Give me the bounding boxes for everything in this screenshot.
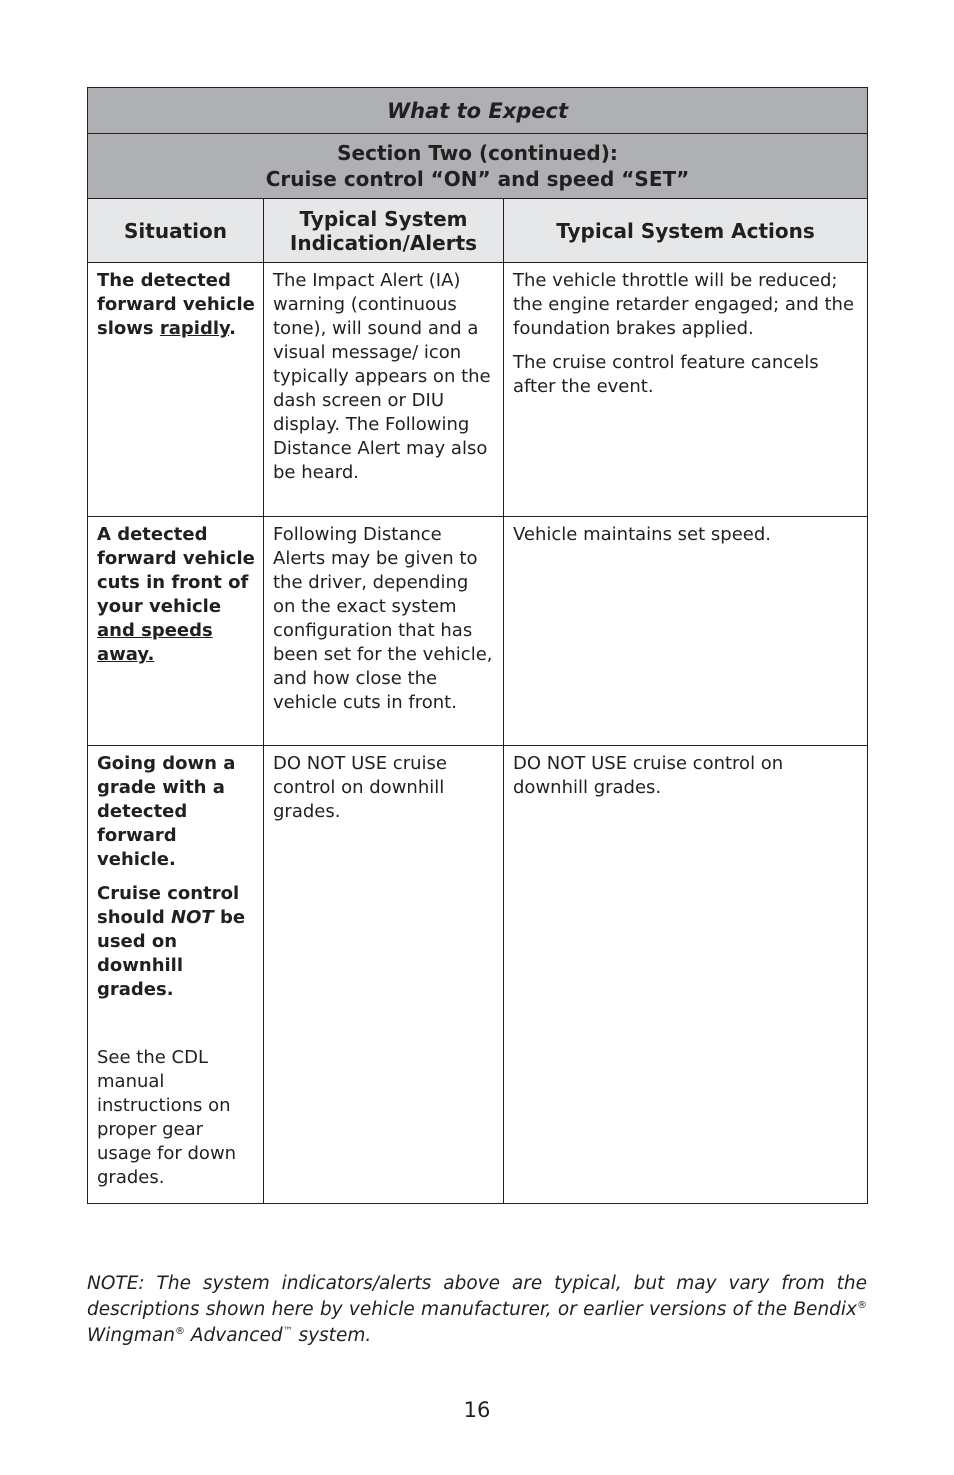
- column-header-indication: [264, 199, 504, 263]
- situation-cell: [88, 263, 264, 517]
- table-row: [88, 517, 868, 746]
- actions-cell: DO NOT USE cruise control on downhill grades.: [504, 746, 868, 1204]
- page-number: 16: [463, 1398, 491, 1422]
- actions-paragraph: The vehicle throttle will be reduced; the engine retarder engaged; and the foundation brakes applied.: [513, 270, 855, 339]
- footnote-text: Wingman: [87, 1325, 175, 1346]
- registered-mark: ®: [857, 1299, 867, 1311]
- situation-cell: [88, 746, 264, 1204]
- footnote: [87, 1271, 867, 1349]
- section-heading: [88, 134, 868, 199]
- situation-text: A detected forward vehicle cuts in front of your vehicle: [97, 524, 255, 617]
- indication-cell: Following Distance Alerts may be given to the driver, depending on the exact system configuration that has been set for the vehicle, and how close the vehicle cuts in front.: [264, 517, 504, 746]
- indication-cell: The Impact Alert (IA) warning (continuous tone), will sound and a visual message/ icon typically appears on the dash screen or DIU display. The Following Distance Alert may also be heard.: [264, 263, 504, 517]
- actions-paragraph: The cruise control feature cancels after the event.: [513, 352, 819, 397]
- table-row: [88, 746, 868, 1204]
- indication-cell: DO NOT USE cruise control on downhill grades.: [264, 746, 504, 1204]
- section-heading-line1: Section Two (continued):: [337, 141, 618, 165]
- situation-emphasis: rapidly: [159, 318, 230, 339]
- situation-paragraph: Going down a grade with a detected forward vehicle.: [97, 753, 236, 870]
- trademark: ™: [282, 1325, 293, 1337]
- situation-reference: See the CDL manual instructions on proper gear usage for down grades.: [97, 1047, 237, 1188]
- column-header-indication-line2: Indication/Alerts: [289, 230, 478, 255]
- footnote-text: system.: [292, 1325, 372, 1346]
- situation-text: The detected forward vehicle slows: [97, 270, 255, 339]
- actions-cell: [504, 263, 868, 517]
- actions-cell: Vehicle maintains set speed.: [504, 517, 868, 746]
- table-row: [88, 263, 868, 517]
- column-header-situation: Situation: [88, 199, 264, 263]
- situation-warning-emphasis: NOT: [171, 907, 214, 928]
- situation-warning: [97, 882, 255, 1002]
- registered-mark: ®: [174, 1325, 185, 1337]
- column-header-actions: Typical System Actions: [504, 199, 868, 263]
- column-header-indication-line1: Typical System: [299, 206, 468, 231]
- situation-emphasis: and speeds away.: [97, 620, 213, 665]
- situation-tail: .: [229, 318, 236, 339]
- situation-cell: [88, 517, 264, 746]
- footnote-text: NOTE: The system indicators/alerts above are typical, but may vary from the descriptions shown here by vehicle manufacturer, or earlier versions of the Bendix: [87, 1273, 867, 1320]
- what-to-expect-table: [87, 87, 868, 1204]
- section-heading-line2: Cruise control “ON” and speed “SET”: [265, 167, 690, 191]
- situation-warning-text: Cruise control should: [97, 883, 240, 928]
- situation-warning-text: be used on downhill grades.: [97, 907, 246, 1000]
- table-title: What to Expect: [88, 88, 868, 134]
- footnote-text: Advanced: [184, 1325, 283, 1346]
